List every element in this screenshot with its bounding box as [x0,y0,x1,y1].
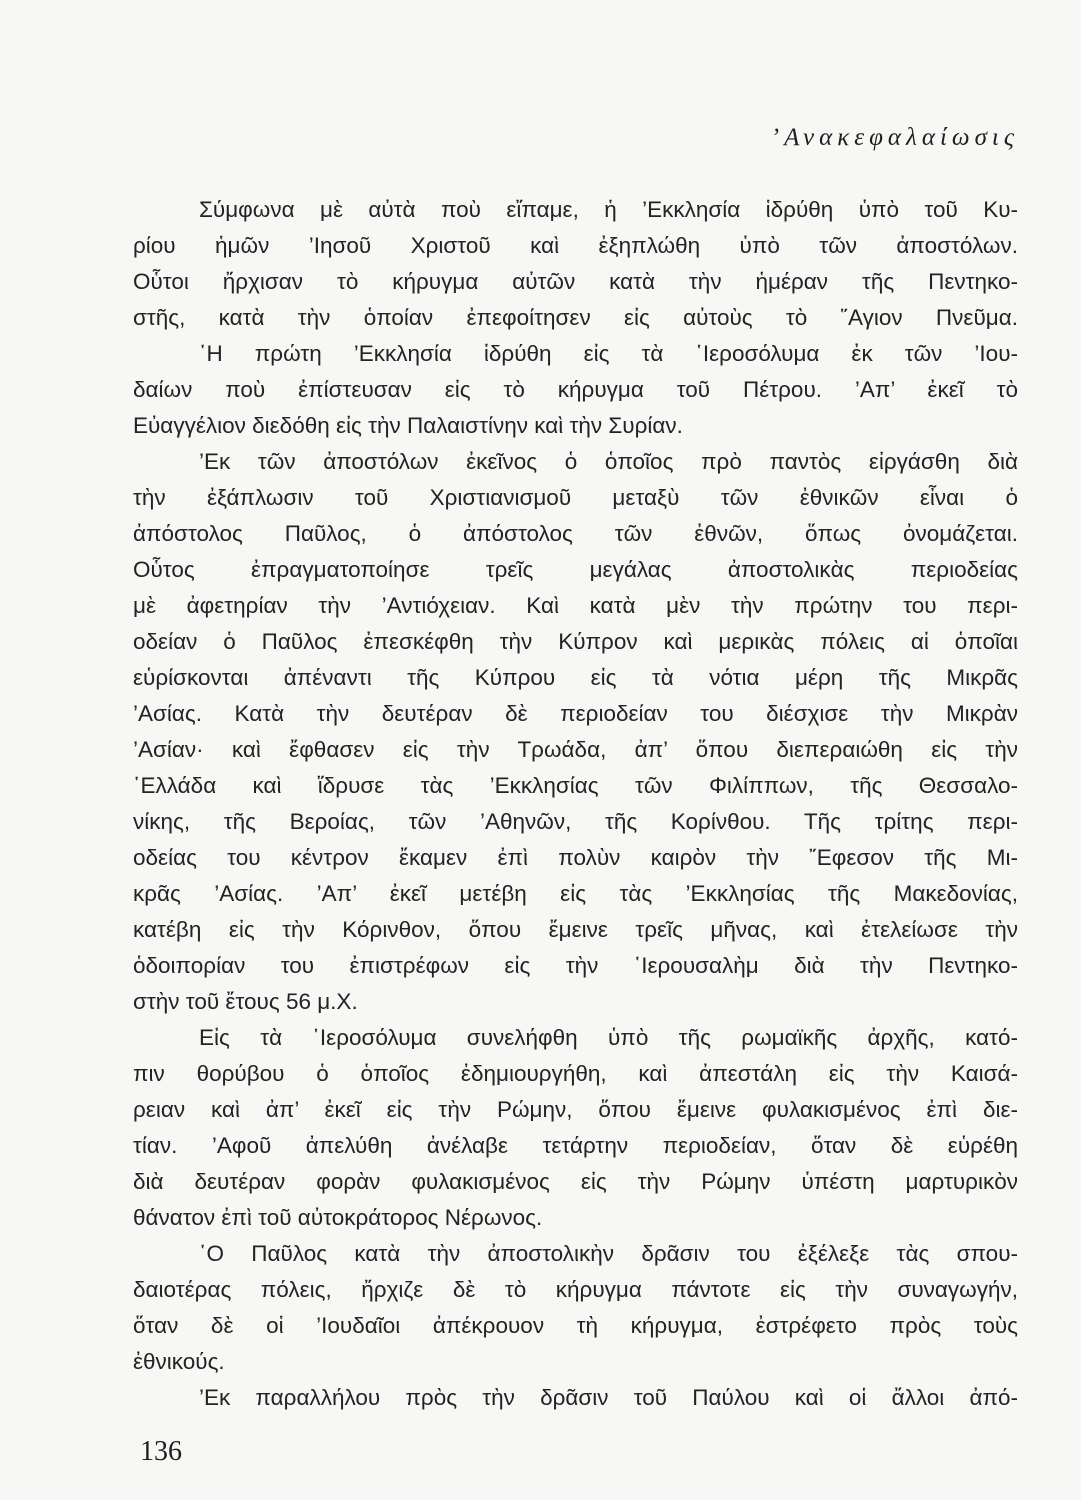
text-line: Εὐαγγέλιον διεδόθη εἰς τὴν Παλαιστίνην καὶ τὴν Συρίαν. [133,413,683,438]
text-line: στὴν τοῦ ἔτους 56 μ.Χ. [133,989,358,1014]
text-line: διὰ δευτέραν φορὰν φυλακισμένος εἰς τὴν Ρώμην ὑπέστη μαρτυρικὸν [133,1169,1018,1194]
text-line: τίαν. ’Αφοῦ ἀπελύθη ἀνέλαβε τετάρτην περιοδείαν, ὅταν δὲ εὑρέθη [133,1133,1018,1158]
text-line: ’Ασίας. Κατὰ τὴν δευτέραν δὲ περιοδείαν του διέσχισε τὴν Μικρὰν [133,701,1018,726]
text-line: στῆς, κατὰ τὴν ὁποίαν ἐπεφοίτησεν εἰς αὐτοὺς τὸ ῞Αγιον Πνεῦμα. [133,305,1018,330]
text-line: ὁδοιπορίαν του ἐπιστρέφων εἰς τὴν ῾Ιερουσαλὴμ διὰ τὴν Πεντηκο- [133,953,1018,978]
section-heading: ’Ανακεφαλαίωσις [770,124,1019,151]
text-line: ῾Η πρώτη ’Εκκλησία ἱδρύθη εἰς τὰ ῾Ιεροσόλυμα ἐκ τῶν ’Ιου- [199,341,1018,366]
text-line: τὴν ἐξάπλωσιν τοῦ Χριστιανισμοῦ μεταξὺ τῶν ἐθνικῶν εἶναι ὁ [133,485,1018,510]
text-line: Οὗτοι ἤρχισαν τὸ κήρυγμα αὐτῶν κατὰ τὴν ἡμέραν τῆς Πεντηκο- [133,269,1018,294]
text-line: ἐθνικούς. [133,1349,225,1374]
page-number: 136 [140,1436,182,1467]
text-line: κρᾶς ’Ασίας. ’Απ’ ἐκεῖ μετέβη εἰς τὰς ’Εκκλησίας τῆς Μακεδονίας, [133,881,1018,906]
text-line: πιν θορύβου ὁ ὁποῖος ἐδημιουργήθη, καὶ ἀπεστάλη εἰς τὴν Καισά- [133,1061,1018,1086]
text-line: δαιοτέρας πόλεις, ἤρχιζε δὲ τὸ κήρυγμα πάντοτε εἰς τὴν συναγωγήν, [133,1277,1018,1302]
text-line: ῾Ο Παῦλος κατὰ τὴν ἀποστολικὴν δρᾶσιν του ἐξέλεξε τὰς σπου- [199,1241,1018,1266]
text-line: ρίου ἡμῶν ’Ιησοῦ Χριστοῦ καὶ ἐξηπλώθη ὑπὸ τῶν ἀποστόλων. [133,233,1018,258]
text-line: ’Ασίαν· καὶ ἔφθασεν εἰς τὴν Τρωάδα, ἀπ’ ὅπου διεπεραιώθη εἰς τὴν [133,737,1018,762]
text-line: ἀπόστολος Παῦλος, ὁ ἀπόστολος τῶν ἐθνῶν, ὅπως ὀνομάζεται. [133,521,1018,546]
body-text [133,192,1018,1416]
text-line: δαίων ποὺ ἐπίστευσαν εἰς τὸ κήρυγμα τοῦ Πέτρου. ’Απ’ ἐκεῖ τὸ [133,377,1018,402]
text-line: Σύμφωνα μὲ αὐτὰ ποὺ εἴπαμε, ἡ ’Εκκλησία ἱδρύθη ὑπὸ τοῦ Κυ- [199,197,1018,222]
text-line: κατέβη εἰς τὴν Κόρινθον, ὅπου ἔμεινε τρεῖς μῆνας, καὶ ἐτελείωσε τὴν [133,917,1018,942]
text-line: ῾Ελλάδα καὶ ἵδρυσε τὰς ’Εκκλησίας τῶν Φιλίππων, τῆς Θεσσαλο- [133,773,1018,798]
text-line: εὑρίσκονται ἀπέναντι τῆς Κύπρου εἰς τὰ νότια μέρη τῆς Μικρᾶς [133,665,1018,690]
text-line: ’Εκ παραλλήλου πρὸς τὴν δρᾶσιν τοῦ Παύλου καὶ οἱ ἄλλοι ἀπό- [199,1385,1018,1410]
text-line: μὲ ἀφετηρίαν τὴν ’Αντιόχειαν. Καὶ κατὰ μὲν τὴν πρώτην του περι- [133,593,1018,618]
text-line: ὅταν δὲ οἱ ’Ιουδαῖοι ἀπέκρουον τὴ κήρυγμα, ἐστρέφετο πρὸς τοὺς [133,1313,1018,1338]
text-line: ’Εκ τῶν ἀποστόλων ἐκεῖνος ὁ ὁποῖος πρὸ παντὸς εἰργάσθη διὰ [199,449,1018,474]
text-line: νίκης, τῆς Βεροίας, τῶν ’Αθηνῶν, τῆς Κορίνθου. Τῆς τρίτης περι- [133,809,1018,834]
text-line: οδείαν ὁ Παῦλος ἐπεσκέφθη τὴν Κύπρον καὶ μερικὰς πόλεις αἱ ὁποῖαι [133,629,1018,654]
text-line: Οὗτος ἐπραγματοποίησε τρεῖς μεγάλας ἀποστολικὰς περιοδείας [133,557,1018,582]
text-line: οδείας του κέντρον ἔκαμεν ἐπὶ πολὺν καιρὸν τὴν ῎Εφεσον τῆς Μι- [133,845,1018,870]
text-line: ρειαν καὶ ἀπ’ ἐκεῖ εἰς τὴν Ρώμην, ὅπου ἔμεινε φυλακισμένος ἐπὶ διε- [133,1097,1018,1122]
text-line: Εἰς τὰ ῾Ιεροσόλυμα συνελήφθη ὑπὸ τῆς ρωμαϊκῆς ἀρχῆς, κατό- [199,1025,1018,1050]
text-line: θάνατον ἐπὶ τοῦ αὐτοκράτορος Νέρωνος. [133,1205,543,1230]
